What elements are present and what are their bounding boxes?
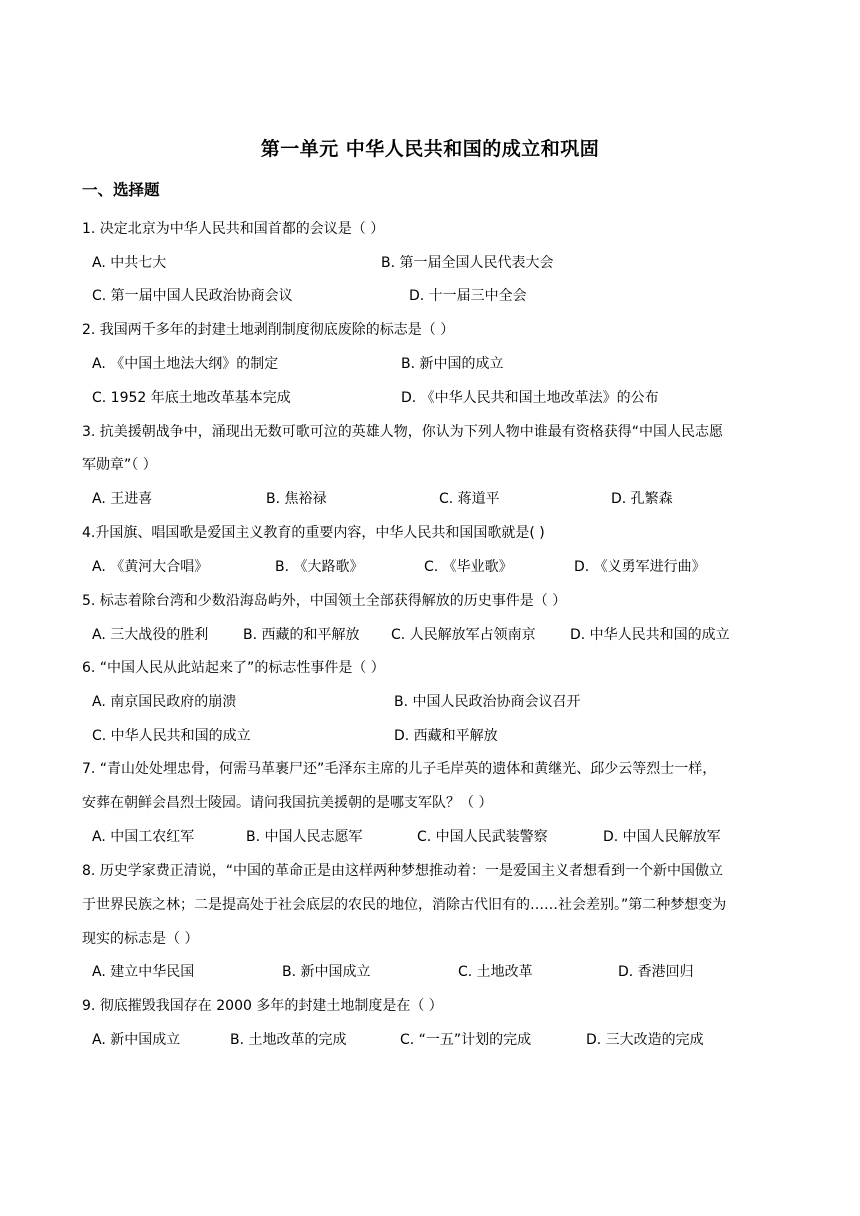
question-7-stem-line-1: 7. “青山处处埋忠骨，何需马革裹尸还”毛泽东主席的儿子毛岸英的遗体和黄继光、邱少云等烈士一样， xyxy=(82,761,717,777)
page-title: 第一单元 中华人民共和国的成立和巩固 xyxy=(260,138,600,160)
section-heading: 一、选择题 xyxy=(82,181,160,199)
question-8-stem-line-2: 于世界民族之林；二是提高处于社会底层的农民的地位，消除古代旧有的……社会差别。”第二种梦想变为 xyxy=(82,897,727,913)
question-8-stem-line-3: 现实的标志是（ ） xyxy=(82,931,199,947)
question-5-stem: 5. 标志着除台湾和少数沿海岛屿外，中国领土全部获得解放的历史事件是（ ） xyxy=(82,593,567,609)
question-7-option-b: B. 中国人民志愿军 xyxy=(246,829,363,845)
question-8-option-a: A. 建立中华民国 xyxy=(92,964,195,980)
question-9-option-b: B. 土地改革的完成 xyxy=(230,1032,347,1048)
question-9-option-c: C. “一五”计划的完成 xyxy=(400,1032,532,1048)
question-1-option-c: C. 第一届中国人民政治协商会议 xyxy=(92,288,293,304)
question-8-option-b: B. 新中国成立 xyxy=(282,964,371,980)
question-7-stem-line-2: 安葬在朝鲜会昌烈士陵园。请问我国抗美援朝的是哪支军队？（ ） xyxy=(82,795,493,811)
question-8-option-c: C. 土地改革 xyxy=(458,964,533,980)
question-1-stem: 1. 决定北京为中华人民共和国首都的会议是（ ） xyxy=(82,221,385,237)
question-7-option-c: C. 中国人民武装警察 xyxy=(417,829,548,845)
question-2-option-c: C. 1952 年底土地改革基本完成 xyxy=(92,390,291,406)
question-2-option-d: D. 《中华人民共和国土地改革法》的公布 xyxy=(401,390,659,406)
question-4-stem: 4.升国旗、唱国歌是爱国主义教育的重要内容，中华人民共和国国歌就是( ) xyxy=(82,525,545,541)
question-6-option-c: C. 中华人民共和国的成立 xyxy=(92,728,251,744)
question-7-option-d: D. 中国人民解放军 xyxy=(603,829,721,845)
question-6-stem: 6. “中国人民从此站起来了”的标志性事件是（ ） xyxy=(82,660,385,676)
question-3-stem-line-1: 3. 抗美援朝战争中，涌现出无数可歌可泣的英雄人物，你认为下列人物中谁最有资格获得“中国人民志愿 xyxy=(82,424,724,440)
question-5-option-b: B. 西藏的和平解放 xyxy=(243,627,360,643)
question-1-option-b: B. 第一届全国人民代表大会 xyxy=(381,255,554,271)
question-9-stem: 9. 彻底摧毁我国存在 2000 多年的封建土地制度是在（ ） xyxy=(82,998,443,1014)
question-9-option-a: A. 新中国成立 xyxy=(92,1032,181,1048)
question-2-stem: 2. 我国两千多年的封建土地剥削制度彻底废除的标志是（ ） xyxy=(82,322,455,338)
question-9-option-d: D. 三大改造的完成 xyxy=(586,1032,704,1048)
question-8-stem-line-1: 8. 历史学家费正清说，“中国的革命正是由这样两种梦想推动着：一是爱国主义者想看到一个新中国傲立 xyxy=(82,863,724,879)
question-3-option-d: D. 孔繁森 xyxy=(611,491,673,507)
question-4-option-a: A. 《黄河大合唱》 xyxy=(92,559,209,575)
question-2-option-b: B. 新中国的成立 xyxy=(401,356,504,372)
question-3-option-b: B. 焦裕禄 xyxy=(266,491,327,507)
question-2-option-a: A. 《中国土地法大纲》的制定 xyxy=(92,356,279,372)
question-4-option-c: C. 《毕业歌》 xyxy=(424,559,513,575)
question-1-option-a: A. 中共七大 xyxy=(92,255,167,271)
question-3-option-a: A. 王进喜 xyxy=(92,491,153,507)
question-6-option-d: D. 西藏和平解放 xyxy=(394,728,498,744)
question-3-option-c: C. 蒋道平 xyxy=(439,491,500,507)
question-1-option-d: D. 十一届三中全会 xyxy=(409,288,527,304)
question-8-option-d: D. 香港回归 xyxy=(618,964,694,980)
question-6-option-a: A. 南京国民政府的崩溃 xyxy=(92,694,237,710)
question-5-option-a: A. 三大战役的胜利 xyxy=(92,627,209,643)
question-6-option-b: B. 中国人民政治协商会议召开 xyxy=(394,694,581,710)
question-5-option-d: D. 中华人民共和国的成立 xyxy=(570,627,730,643)
question-4-option-b: B. 《大路歌》 xyxy=(275,559,364,575)
question-4-option-d: D. 《义勇军进行曲》 xyxy=(574,559,706,575)
question-7-option-a: A. 中国工农红军 xyxy=(92,829,195,845)
question-3-stem-line-2: 军勋章”（ ） xyxy=(82,457,157,473)
question-5-option-c: C. 人民解放军占领南京 xyxy=(391,627,536,643)
